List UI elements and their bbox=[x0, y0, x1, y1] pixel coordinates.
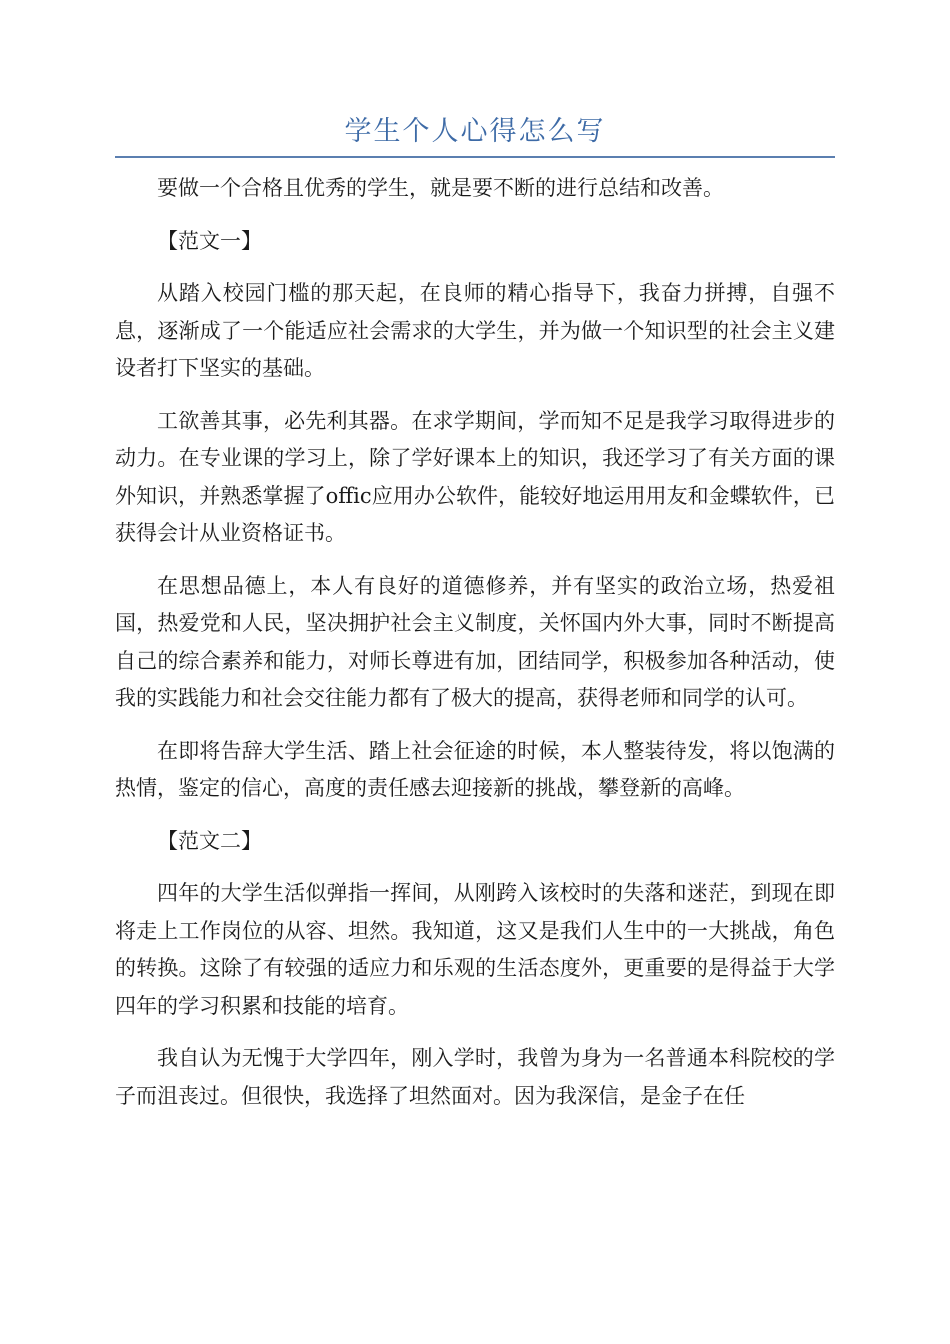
body-paragraph: 在即将告辞大学生活、踏上社会征途的时候，本人整装待发，将以饱满的热情，鉴定的信心，高度的责任感去迎接新的挑战，攀登新的高峰。 bbox=[115, 738, 835, 800]
body-paragraph: 在思想品德上，本人有良好的道德修养，并有坚实的政治立场，热爱祖国，热爱党和人民，坚决拥护社会主义制度，关怀国内外大事，同时不断提高自己的综合素养和能力，对师长尊进有加，团结同学，积极参加各种活动，使我的实践能力和社会交往能力都有了极大的提高，获得老师和同学的认可。 bbox=[115, 573, 835, 710]
body-paragraph: 工欲善其事，必先利其器。在求学期间，学而知不足是我学习取得进步的动力。在专业课的学习上，除了学好课本上的知识，我还学习了有关方面的课外知识，并熟悉掌握了offic应用办公软件，能较好地运用用友和金蝶软件，已获得会计从业资格证书。 bbox=[115, 408, 835, 545]
body-paragraph: 从踏入校园门槛的那天起，在良师的精心指导下，我奋力拼搏，自强不息，逐渐成了一个能适应社会需求的大学生，并为做一个知识型的社会主义建设者打下坚实的基础。 bbox=[115, 281, 835, 380]
title-block bbox=[115, 112, 835, 158]
document-body bbox=[115, 170, 835, 1130]
intro-paragraph: 要做一个合格且优秀的学生，就是要不断的进行总结和改善。 bbox=[157, 176, 724, 200]
body-paragraph: 我自认为无愧于大学四年，刚入学时，我曾为身为一名普通本科院校的学子而沮丧过。但很快，我选择了坦然面对。因为我深信，是金子在任 bbox=[115, 1046, 835, 1108]
section-heading-sample-two: 【范文二】 bbox=[157, 828, 262, 853]
body-paragraph: 四年的大学生活似弹指一挥间，从刚跨入该校时的失落和迷茫，到现在即将走上工作岗位的从容、坦然。我知道，这又是我们人生中的一大挑战，角色的转换。这除了有较强的适应力和乐观的生活态度外，更重要的是得益于大学四年的学习积累和技能的培育。 bbox=[115, 881, 835, 1018]
section-heading-sample-one: 【范文一】 bbox=[157, 228, 262, 253]
document-title: 学生个人心得怎么写 bbox=[344, 116, 606, 147]
